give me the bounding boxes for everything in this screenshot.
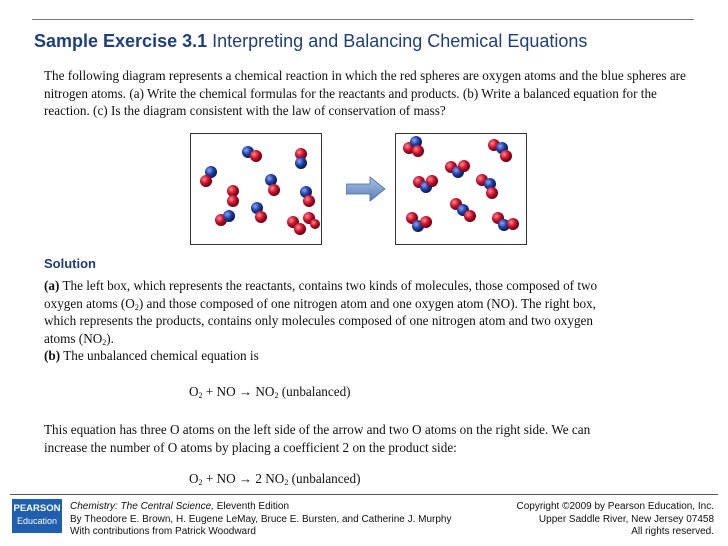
o2-molecule xyxy=(227,185,239,207)
authors-line: By Theodore E. Brown, H. Eugene LeMay, Bruce E. Bursten, and Catherine J. Murphy xyxy=(70,513,452,525)
logo-top-text: PEARSON xyxy=(13,503,61,514)
part-a-label: (a) xyxy=(44,278,60,293)
book-title: Chemistry: The Central Science, xyxy=(70,501,214,512)
o2-molecule xyxy=(303,212,320,229)
no-molecule xyxy=(215,210,235,226)
eq2-mid: + NO → 2 NO xyxy=(202,471,285,486)
footer-copyright xyxy=(517,501,715,539)
top-rule xyxy=(32,19,694,20)
reactants-molecules xyxy=(191,134,321,244)
eq2-tail: (unbalanced) xyxy=(288,471,361,486)
solution-heading: Solution xyxy=(44,256,96,271)
eq1-no2-sub: 2 xyxy=(274,391,279,400)
products-molecules xyxy=(396,134,526,244)
no-molecule xyxy=(242,146,262,162)
title-rest: Interpreting and Balancing Chemical Equations xyxy=(212,31,588,51)
a-line4-pre: atoms (NO xyxy=(44,330,103,346)
a-line4-sub: 2 xyxy=(102,337,107,347)
solution-a-line-4 xyxy=(44,330,696,348)
no-molecule xyxy=(300,186,315,207)
no-molecule xyxy=(295,148,307,169)
equation-unbalanced-2 xyxy=(189,471,360,487)
solution-a-line-3: which represents the products, contains only molecules composed of one nitrogen atom and two oxygen xyxy=(44,313,593,329)
reaction-diagram xyxy=(190,133,656,243)
products-box xyxy=(395,133,527,245)
page-title xyxy=(34,31,587,52)
book-edition: Eleventh Edition xyxy=(213,501,290,512)
title-bold: Sample Exercise 3.1 xyxy=(34,31,208,51)
no2-molecule xyxy=(445,160,470,178)
intro-paragraph: The following diagram represents a chemical reaction in which the red spheres are oxygen atoms and the blue spheres are nitrogen atoms. (a) Write the chemical formulas for the reactants and products. (b) Write a balanced equation for the reaction. (c) Is the diagram consistent with the law of conservation of mass? xyxy=(44,68,686,119)
no-molecule xyxy=(265,174,280,196)
no2-molecule xyxy=(476,174,498,199)
solution-a-line-1 xyxy=(44,277,696,295)
solution-a-line-2 xyxy=(44,295,696,313)
a-line1-text: The left box, which represents the reactants, contains two kinds of molecules, those composed of two xyxy=(62,278,598,293)
footer-credits xyxy=(70,501,452,539)
p3-line-2: increase the number of O atoms by placing a coefficient 2 on the product side: xyxy=(44,439,457,455)
no2-molecule xyxy=(406,212,432,232)
book-line xyxy=(70,501,452,514)
rights-line: All rights reserved. xyxy=(631,526,714,537)
equation-unbalanced-1 xyxy=(189,384,351,400)
contributions-line: With contributions from Patrick Woodward xyxy=(70,526,256,537)
p3-line-1: This equation has three O atoms on the left side of the arrow and two O atoms on the right side. We can xyxy=(44,422,591,437)
balancing-paragraph xyxy=(44,421,696,456)
reactants-box xyxy=(190,133,322,245)
eq1-tail: (unbalanced) xyxy=(278,384,351,399)
no2-molecule xyxy=(403,136,424,157)
a-line2-pre: oxygen atoms (O xyxy=(44,295,135,311)
pearson-logo xyxy=(12,499,62,533)
no-molecule xyxy=(251,202,267,223)
address-line: Upper Saddle River, New Jersey 07458 xyxy=(538,513,714,525)
no2-molecule xyxy=(450,198,476,222)
eq2-no2-sub: 2 xyxy=(284,478,289,487)
eq2-o-sub: 2 xyxy=(198,478,203,487)
eq1-o-sub: 2 xyxy=(198,391,203,400)
no2-molecule xyxy=(488,139,512,162)
solution-paragraph xyxy=(44,277,696,365)
solution-b-line xyxy=(44,347,696,365)
no2-molecule xyxy=(413,175,438,193)
eq1-o: O xyxy=(189,384,199,399)
a-line2-sub: 2 xyxy=(134,302,139,312)
logo-bottom-text: Education xyxy=(16,516,58,526)
footer-rule xyxy=(10,494,718,495)
copyright-line: Copyright ©2009 by Pearson Education, Inc. xyxy=(516,501,714,512)
a-line4-post: ). xyxy=(106,330,114,346)
eq2-o: O xyxy=(189,471,199,486)
a-line2-post: ) and those composed of one nitrogen atom and one oxygen atom (NO). The right box, xyxy=(138,295,597,311)
b-text: The unbalanced chemical equation is xyxy=(63,348,259,364)
no-molecule xyxy=(200,166,217,187)
reaction-arrow-icon xyxy=(346,175,386,203)
no2-molecule xyxy=(492,212,519,231)
part-b-label: (b) xyxy=(44,348,61,364)
eq1-mid: + NO → NO xyxy=(202,384,275,399)
